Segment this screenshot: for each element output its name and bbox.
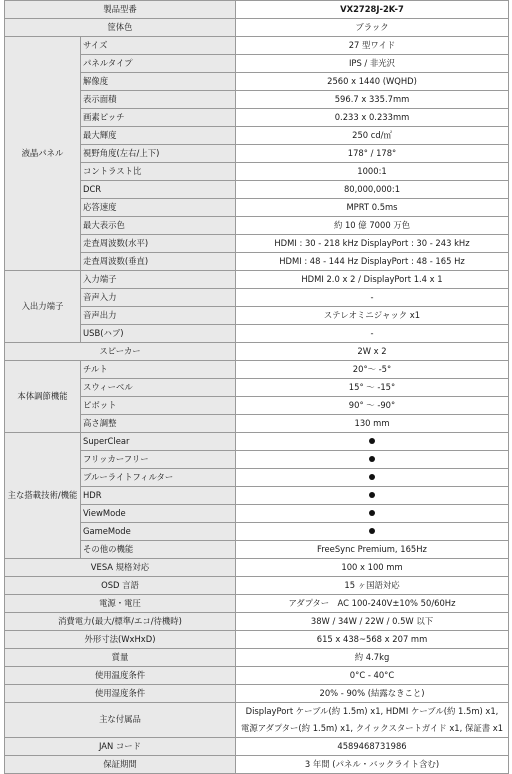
tech-row (5, 541, 509, 559)
io-row (5, 289, 509, 307)
row-model (5, 1, 509, 19)
lcd-row (5, 235, 509, 253)
spec-label: 走査周波数(水平) (81, 235, 236, 253)
accessories-line-2: 電源アダプター(約 1.5m) x1, クイックスタートガイド x1, 保証書 x1 (240, 723, 504, 733)
spec-label: サイズ (81, 37, 236, 55)
row-jan (5, 738, 509, 756)
lcd-group-label: 液晶パネル (5, 37, 81, 271)
row-speaker-value: 2W x 2 (236, 343, 509, 361)
lcd-row (5, 55, 509, 73)
model-label: 製品型番 (5, 1, 236, 19)
spec-label: 視野角度(左右/上下) (81, 145, 236, 163)
spec-value: - (236, 289, 509, 307)
spec-value: 27 型ワイド (236, 37, 509, 55)
spec-value: - (236, 325, 509, 343)
spec-value: HDMI 2.0 x 2 / DisplayPort 1.4 x 1 (236, 271, 509, 289)
row-misc (5, 667, 509, 685)
row-misc (5, 559, 509, 577)
spec-value (236, 487, 509, 505)
io-row (5, 271, 509, 289)
tech-row (5, 451, 509, 469)
lcd-row (5, 109, 509, 127)
spec-label: DCR (81, 181, 236, 199)
row-misc-value: 38W / 34W / 22W / 0.5W 以下 (236, 613, 509, 631)
row-misc-label: 外形寸法(WxHxD) (5, 631, 236, 649)
tech-row (5, 469, 509, 487)
row-misc-value: 0°C - 40°C (236, 667, 509, 685)
bullet-icon (369, 492, 375, 498)
spec-value: 90° ～ -90° (236, 397, 509, 415)
row-misc-label: 使用湿度条件 (5, 685, 236, 703)
spec-table-body (5, 1, 509, 774)
spec-label: ピボット (81, 397, 236, 415)
accessories-label: 主な付属品 (5, 703, 236, 738)
lcd-row (5, 181, 509, 199)
spec-label: 応答速度 (81, 199, 236, 217)
io-row (5, 325, 509, 343)
spec-value: 15° ～ -15° (236, 379, 509, 397)
spec-value: 20°～ -5° (236, 361, 509, 379)
lcd-row (5, 91, 509, 109)
spec-value (236, 433, 509, 451)
stand-row (5, 415, 509, 433)
row-misc (5, 631, 509, 649)
io-group-label: 入出力端子 (5, 271, 81, 343)
row-misc (5, 595, 509, 613)
row-misc-label: VESA 規格対応 (5, 559, 236, 577)
row-misc-value: アダプター AC 100-240V±10% 50/60Hz (236, 595, 509, 613)
spec-value: 80,000,000:1 (236, 181, 509, 199)
stand-row (5, 397, 509, 415)
spec-label: チルト (81, 361, 236, 379)
spec-label: パネルタイプ (81, 55, 236, 73)
spec-label: 画素ピッチ (81, 109, 236, 127)
spec-label: 最大表示色 (81, 217, 236, 235)
lcd-row (5, 217, 509, 235)
spec-label: USB(ハブ) (81, 325, 236, 343)
lcd-row (5, 253, 509, 271)
stand-row (5, 379, 509, 397)
color-label: 筐体色 (5, 19, 236, 37)
row-accessories (5, 703, 509, 738)
bullet-icon (369, 528, 375, 534)
row-warranty-value: 3 年間 (パネル・バックライト含む) (236, 756, 509, 774)
spec-label: ViewMode (81, 505, 236, 523)
spec-value: 178° / 178° (236, 145, 509, 163)
row-misc (5, 613, 509, 631)
spec-value (236, 523, 509, 541)
spec-label: フリッカーフリー (81, 451, 236, 469)
spec-table (4, 0, 509, 774)
spec-value (236, 451, 509, 469)
bullet-icon (369, 456, 375, 462)
spec-label: GameMode (81, 523, 236, 541)
lcd-row (5, 163, 509, 181)
spec-label: 表示面積 (81, 91, 236, 109)
row-jan-value: 4589468731986 (236, 738, 509, 756)
stand-row (5, 361, 509, 379)
spec-label: ブルーライトフィルター (81, 469, 236, 487)
row-warranty-label: 保証期間 (5, 756, 236, 774)
row-misc-label: 電源・電圧 (5, 595, 236, 613)
row-misc-value: 615 x 438~568 x 207 mm (236, 631, 509, 649)
spec-label: 解像度 (81, 73, 236, 91)
spec-label: 最大輝度 (81, 127, 236, 145)
spec-value (236, 505, 509, 523)
tech-row (5, 487, 509, 505)
spec-value: 250 cd/㎡ (236, 127, 509, 145)
bullet-icon (369, 474, 375, 480)
spec-label: スウィーベル (81, 379, 236, 397)
tech-row (5, 433, 509, 451)
spec-value: 1000:1 (236, 163, 509, 181)
io-row (5, 307, 509, 325)
color-value: ブラック (236, 19, 509, 37)
spec-label: 高さ調整 (81, 415, 236, 433)
spec-value: 596.7 x 335.7mm (236, 91, 509, 109)
spec-value: HDMI : 48 - 144 Hz DisplayPort : 48 - 165 Hz (236, 253, 509, 271)
row-warranty (5, 756, 509, 774)
row-misc-label: 質量 (5, 649, 236, 667)
spec-label: 走査周波数(垂直) (81, 253, 236, 271)
spec-label: その他の機能 (81, 541, 236, 559)
spec-value: IPS / 非光沢 (236, 55, 509, 73)
spec-value: FreeSync Premium, 165Hz (236, 541, 509, 559)
spec-label: 入力端子 (81, 271, 236, 289)
model-value: VX2728J-2K-7 (236, 1, 509, 19)
row-misc-label: 使用温度条件 (5, 667, 236, 685)
lcd-row (5, 37, 509, 55)
row-misc (5, 577, 509, 595)
row-color (5, 19, 509, 37)
lcd-row (5, 145, 509, 163)
spec-value: MPRT 0.5ms (236, 199, 509, 217)
spec-value: 約 10 億 7000 万色 (236, 217, 509, 235)
spec-label: 音声入力 (81, 289, 236, 307)
tech-row (5, 505, 509, 523)
spec-label: HDR (81, 487, 236, 505)
row-speaker (5, 343, 509, 361)
spec-value: 130 mm (236, 415, 509, 433)
row-misc-label: OSD 言語 (5, 577, 236, 595)
spec-label: コントラスト比 (81, 163, 236, 181)
lcd-row (5, 73, 509, 91)
row-misc-value: 100 x 100 mm (236, 559, 509, 577)
row-misc-value: 15 ヶ国語対応 (236, 577, 509, 595)
bullet-icon (369, 510, 375, 516)
accessories-value (236, 703, 509, 738)
spec-value: ステレオミニジャック x1 (236, 307, 509, 325)
spec-value (236, 469, 509, 487)
lcd-row (5, 199, 509, 217)
row-jan-label: JAN コード (5, 738, 236, 756)
row-speaker-label: スピーカー (5, 343, 236, 361)
row-misc-value: 約 4.7kg (236, 649, 509, 667)
tech-row (5, 523, 509, 541)
spec-value: 2560 x 1440 (WQHD) (236, 73, 509, 91)
bullet-icon (369, 438, 375, 444)
spec-value: HDMI : 30 - 218 kHz DisplayPort : 30 - 243 kHz (236, 235, 509, 253)
row-misc-label: 消費電力(最大/標準/エコ/待機時) (5, 613, 236, 631)
row-misc (5, 685, 509, 703)
tech-group-label: 主な搭載技術/機能 (5, 433, 81, 559)
row-misc (5, 649, 509, 667)
spec-label: SuperClear (81, 433, 236, 451)
row-misc-value: 20% - 90% (結露なきこと) (236, 685, 509, 703)
accessories-line-1: DisplayPort ケーブル(約 1.5m) x1, HDMI ケーブル(約 1.5m) x1, (245, 706, 499, 716)
spec-label: 音声出力 (81, 307, 236, 325)
lcd-row (5, 127, 509, 145)
spec-value: 0.233 x 0.233mm (236, 109, 509, 127)
stand-group-label: 本体調節機能 (5, 361, 81, 433)
